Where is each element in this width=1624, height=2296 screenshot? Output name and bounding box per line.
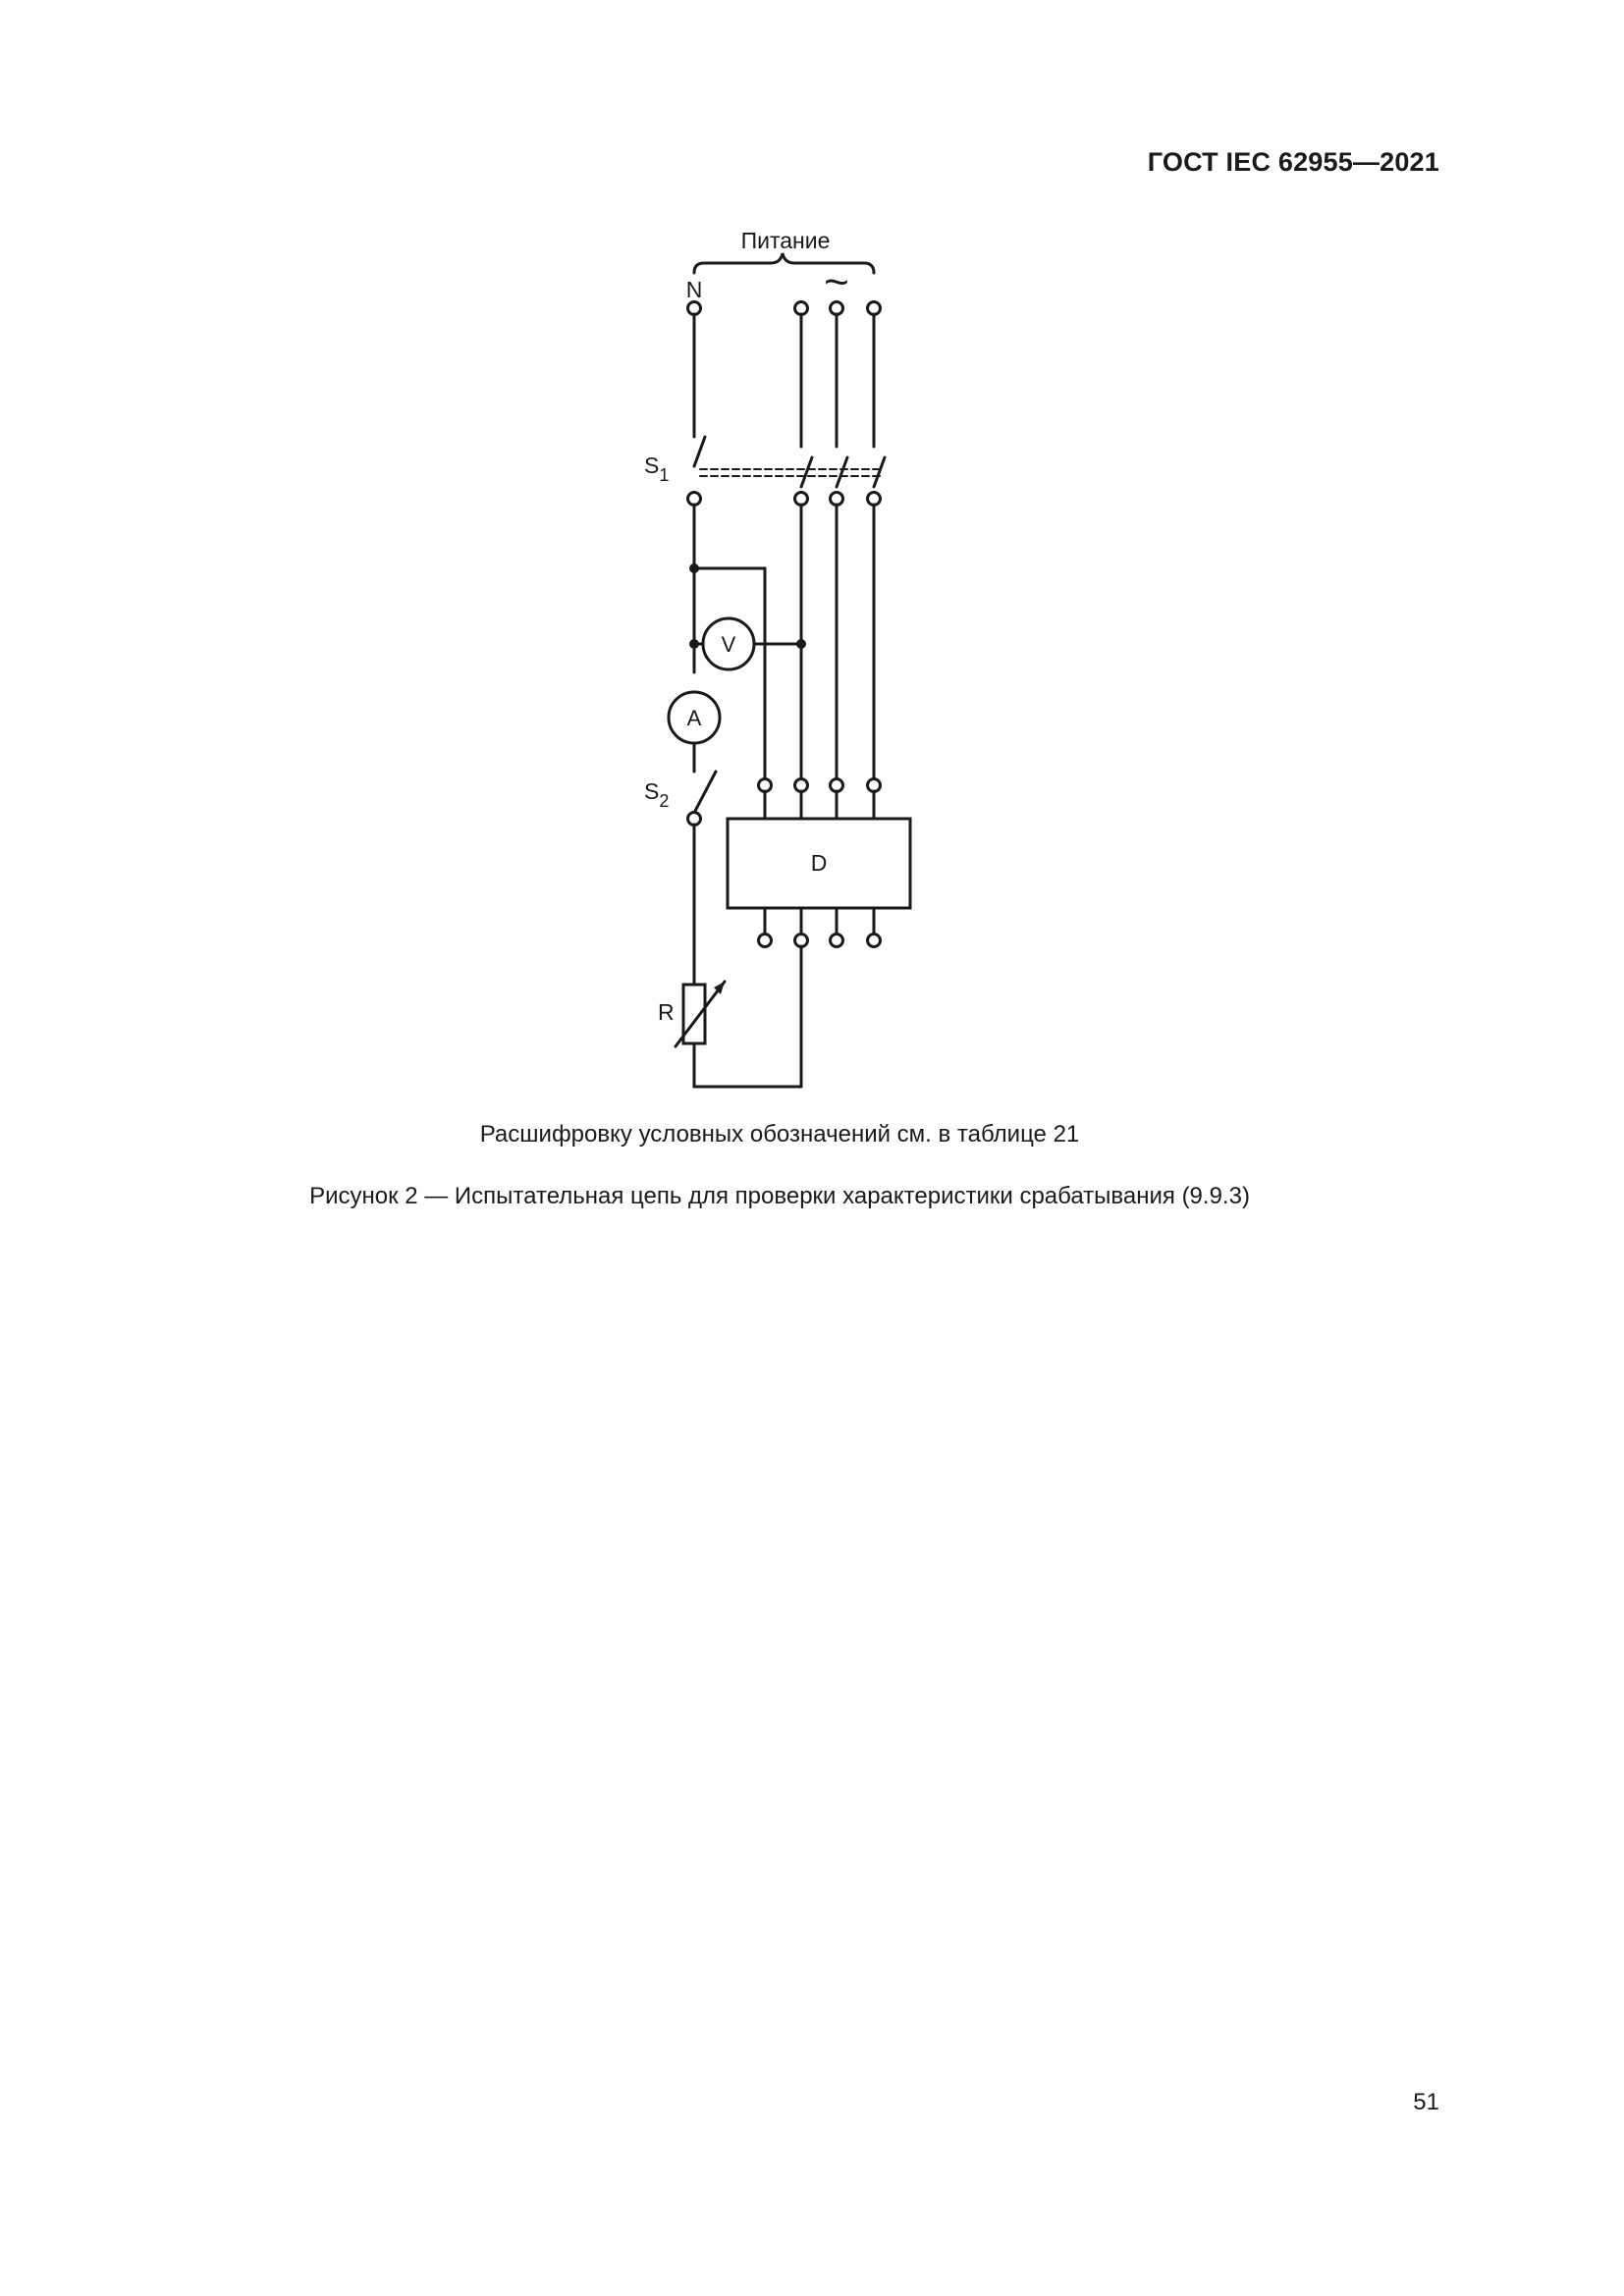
ammeter-label: A [686,706,702,730]
switch-s2-label: $S_2$ [644,778,670,811]
document-header: ГОСТ IEC 62955—2021 [1147,147,1439,177]
switch-s1-label: $S_1$ [644,453,670,485]
voltmeter-label: V [721,632,736,657]
page-number: 51 [1413,2089,1439,2115]
neutral-label: N [685,277,703,302]
s2-switch-blade [694,772,716,813]
supply-label: Питание [740,228,831,253]
junction-dot [689,563,699,573]
legend-note: Расшифровку условных обозначений см. в таблице 21 [479,1121,1080,1148]
resistor-label: R [658,999,675,1025]
figure-caption: Рисунок 2 — Испытательная цепь для проверки характеристики срабатывания (9.9.3) [309,1183,1250,1209]
s1-contact-n [694,437,705,466]
junction-dot [796,639,806,649]
junction-dot [689,639,699,649]
ac-symbol: ~ [824,258,849,306]
device-label: D [810,850,828,876]
